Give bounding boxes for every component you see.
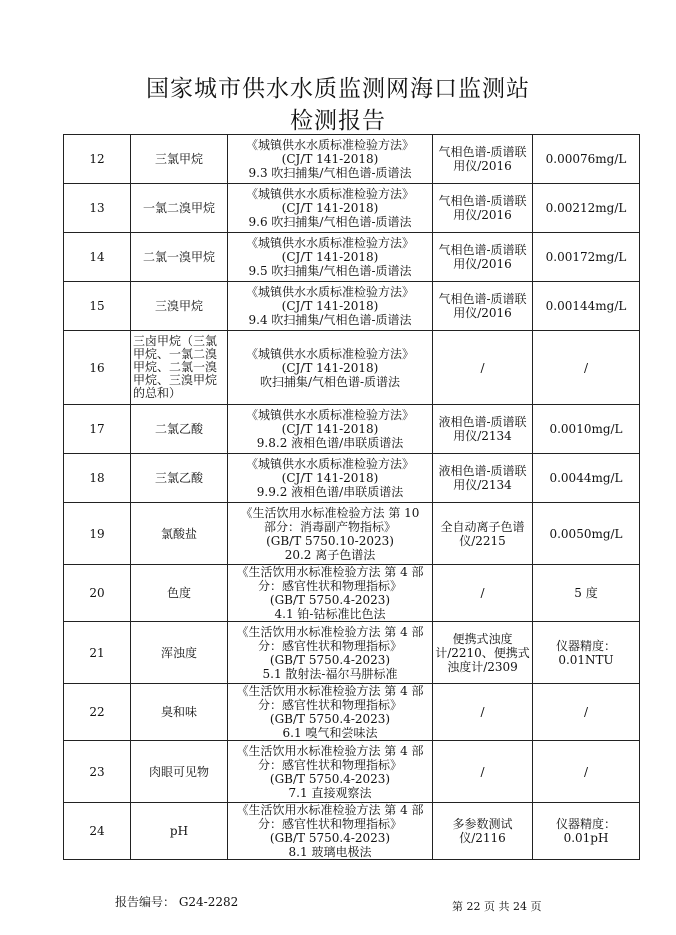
row-item-cell: 三氯乙酸 (131, 454, 228, 503)
row-instrument-cell: 气相色谱-质谱联用仪/2016 (433, 184, 533, 233)
row-method-cell (228, 233, 433, 282)
row-instrument-cell: / (433, 741, 533, 803)
table-row (64, 233, 640, 282)
row-seq-cell: 23 (64, 741, 131, 803)
row-result-cell: 0.0010mg/L (533, 405, 640, 454)
method-line: (GB/T 5750.4-2023) (269, 652, 391, 667)
method-line: 《城镇供水水质标准检验方法》 (245, 187, 414, 201)
row-method-cell (228, 684, 433, 741)
row-seq-cell: 12 (64, 135, 131, 184)
row-seq-cell: 21 (64, 622, 131, 684)
table-row (64, 684, 640, 741)
row-result-cell: 0.00172mg/L (533, 233, 640, 282)
row-method-cell (228, 622, 433, 684)
row-method-cell (228, 803, 433, 860)
row-seq-cell: 15 (64, 282, 131, 331)
page-number: 第 22 页 共 24 页 (452, 900, 542, 913)
method-line: (GB/T 5750.10-2023) (266, 533, 394, 548)
row-item-cell: 氯酸盐 (131, 503, 228, 565)
row-item-cell: 浑浊度 (131, 622, 228, 684)
report-title-line1: 国家城市供水水质监测网海口监测站 (146, 76, 530, 102)
table-row (64, 282, 640, 331)
method-line: 7.1 直接观察法 (288, 785, 372, 800)
row-item-cell: 肉眼可见物 (131, 741, 228, 803)
method-line: 分：感官性状和物理指标》 (257, 638, 402, 653)
row-instrument-cell: 全自动离子色谱仪/2215 (433, 503, 533, 565)
row-seq-cell: 22 (64, 684, 131, 741)
row-result-cell: / (533, 741, 640, 803)
row-item-cell: 二氯一溴甲烷 (131, 233, 228, 282)
row-instrument-cell: 便携式浊度计/2210、便携式浊度计/2309 (433, 622, 533, 684)
method-line: 6.1 嗅气和尝味法 (282, 726, 378, 740)
method-line: (CJ/T 141-2018) (281, 360, 379, 375)
row-method-cell (228, 565, 433, 622)
table-row (64, 503, 640, 565)
row-item-cell: 一氯二溴甲烷 (131, 184, 228, 233)
row-seq-cell: 13 (64, 184, 131, 233)
table-row (64, 741, 640, 803)
method-line: 《城镇供水水质标准检验方法》 (245, 457, 414, 471)
row-method-cell (228, 741, 433, 803)
method-line: 《生活饮用水标准检验方法 第 4 部 (236, 624, 424, 639)
row-method-cell (228, 405, 433, 454)
table-row (64, 454, 640, 503)
method-line: 分：感官性状和物理指标》 (257, 817, 402, 831)
method-line: (GB/T 5750.4-2023) (269, 712, 391, 726)
row-result-cell: 仪器精度：0.01NTU (533, 622, 640, 684)
method-line: (CJ/T 141-2018) (281, 152, 379, 166)
row-item-cell: 三氯甲烷 (131, 135, 228, 184)
row-instrument-cell: 气相色谱-质谱联用仪/2016 (433, 135, 533, 184)
method-line: 《城镇供水水质标准检验方法》 (245, 285, 414, 299)
row-seq-cell: 19 (64, 503, 131, 565)
method-line: (GB/T 5750.4-2023) (269, 593, 391, 607)
row-result-cell: 仪器精度：0.01pH (533, 803, 640, 860)
method-line: 分：感官性状和物理指标》 (257, 698, 402, 712)
row-result-cell: 0.00144mg/L (533, 282, 640, 331)
row-seq-cell: 24 (64, 803, 131, 860)
method-line: 9.9.2 液相色谱/串联质谱法 (256, 485, 404, 499)
method-line: (CJ/T 141-2018) (281, 250, 379, 264)
row-result-cell: 0.00076mg/L (533, 135, 640, 184)
row-method-cell (228, 135, 433, 184)
row-seq-cell: 17 (64, 405, 131, 454)
method-line: 部分：消毒副产物指标》 (263, 519, 396, 534)
row-instrument-cell: / (433, 331, 533, 405)
method-line: 分：感官性状和物理指标》 (257, 579, 402, 593)
row-method-cell (228, 331, 433, 405)
method-line: 《生活饮用水标准检验方法 第 4 部 (236, 684, 424, 698)
row-instrument-cell: 液相色谱-质谱联用仪/2134 (433, 405, 533, 454)
row-result-cell: / (533, 331, 640, 405)
row-result-cell: 0.0044mg/L (533, 454, 640, 503)
method-line: 《城镇供水水质标准检验方法》 (245, 236, 414, 250)
row-seq-cell: 16 (64, 331, 131, 405)
row-method-cell (228, 454, 433, 503)
method-line: 4.1 铂-钴标准比色法 (274, 607, 386, 621)
row-item-cell: pH (131, 803, 228, 860)
method-line: 8.1 玻璃电极法 (288, 845, 372, 859)
method-line: 《城镇供水水质标准检验方法》 (245, 346, 414, 361)
table-row (64, 135, 640, 184)
row-method-cell (228, 503, 433, 565)
row-instrument-cell: / (433, 684, 533, 741)
method-line: 9.3 吹扫捕集/气相色谱-质谱法 (248, 166, 412, 180)
method-line: 《城镇供水水质标准检验方法》 (245, 138, 414, 152)
row-item-cell: 三卤甲烷（三氯甲烷、一氯二溴甲烷、二氯一溴甲烷、三溴甲烷的总和） (131, 331, 228, 405)
row-result-cell: 0.0050mg/L (533, 503, 640, 565)
report-number: 报告编号： G24-2282 (115, 895, 239, 909)
row-seq-cell: 20 (64, 565, 131, 622)
row-instrument-cell: 液相色谱-质谱联用仪/2134 (433, 454, 533, 503)
method-line: (CJ/T 141-2018) (281, 299, 379, 313)
method-line: 5.1 散射法-福尔马肼标准 (262, 666, 398, 681)
row-item-cell: 三溴甲烷 (131, 282, 228, 331)
table-row (64, 565, 640, 622)
method-line: 9.4 吹扫捕集/气相色谱-质谱法 (248, 313, 412, 327)
method-line: (CJ/T 141-2018) (281, 471, 379, 485)
method-line: (CJ/T 141-2018) (281, 422, 379, 436)
method-line: 9.6 吹扫捕集/气相色谱-质谱法 (248, 215, 412, 229)
results-table (63, 134, 640, 860)
method-line: 吹扫捕集/气相色谱-质谱法 (259, 374, 401, 389)
method-line: 《生活饮用水标准检验方法 第 4 部 (236, 743, 424, 758)
method-line: 9.8.2 液相色谱/串联质谱法 (256, 436, 404, 450)
method-line: (GB/T 5750.4-2023) (269, 771, 391, 786)
row-instrument-cell: 气相色谱-质谱联用仪/2016 (433, 233, 533, 282)
row-instrument-cell: 气相色谱-质谱联用仪/2016 (433, 282, 533, 331)
table-row (64, 622, 640, 684)
report-title-line2: 检测报告 (290, 108, 386, 134)
method-line: 20.2 离子色谱法 (284, 547, 376, 562)
table-row (64, 803, 640, 860)
row-method-cell (228, 184, 433, 233)
table-row (64, 184, 640, 233)
method-line: 《生活饮用水标准检验方法 第 10 (240, 505, 420, 520)
row-seq-cell: 18 (64, 454, 131, 503)
table-row (64, 405, 640, 454)
row-seq-cell: 14 (64, 233, 131, 282)
method-line: (GB/T 5750.4-2023) (269, 831, 391, 845)
row-result-cell: / (533, 684, 640, 741)
table-row (64, 331, 640, 405)
method-line: 分：感官性状和物理指标》 (257, 757, 402, 772)
row-item-cell: 臭和味 (131, 684, 228, 741)
method-line: 《生活饮用水标准检验方法 第 4 部 (236, 803, 424, 817)
method-line: 9.5 吹扫捕集/气相色谱-质谱法 (248, 264, 412, 278)
row-instrument-cell: / (433, 565, 533, 622)
row-result-cell: 0.00212mg/L (533, 184, 640, 233)
method-line: 《生活饮用水标准检验方法 第 4 部 (236, 565, 424, 579)
row-item-cell: 二氯乙酸 (131, 405, 228, 454)
row-item-cell: 色度 (131, 565, 228, 622)
method-line: 《城镇供水水质标准检验方法》 (245, 408, 414, 422)
row-method-cell (228, 282, 433, 331)
row-instrument-cell: 多参数测试仪/2116 (433, 803, 533, 860)
row-result-cell: 5 度 (533, 565, 640, 622)
method-line: (CJ/T 141-2018) (281, 201, 379, 215)
